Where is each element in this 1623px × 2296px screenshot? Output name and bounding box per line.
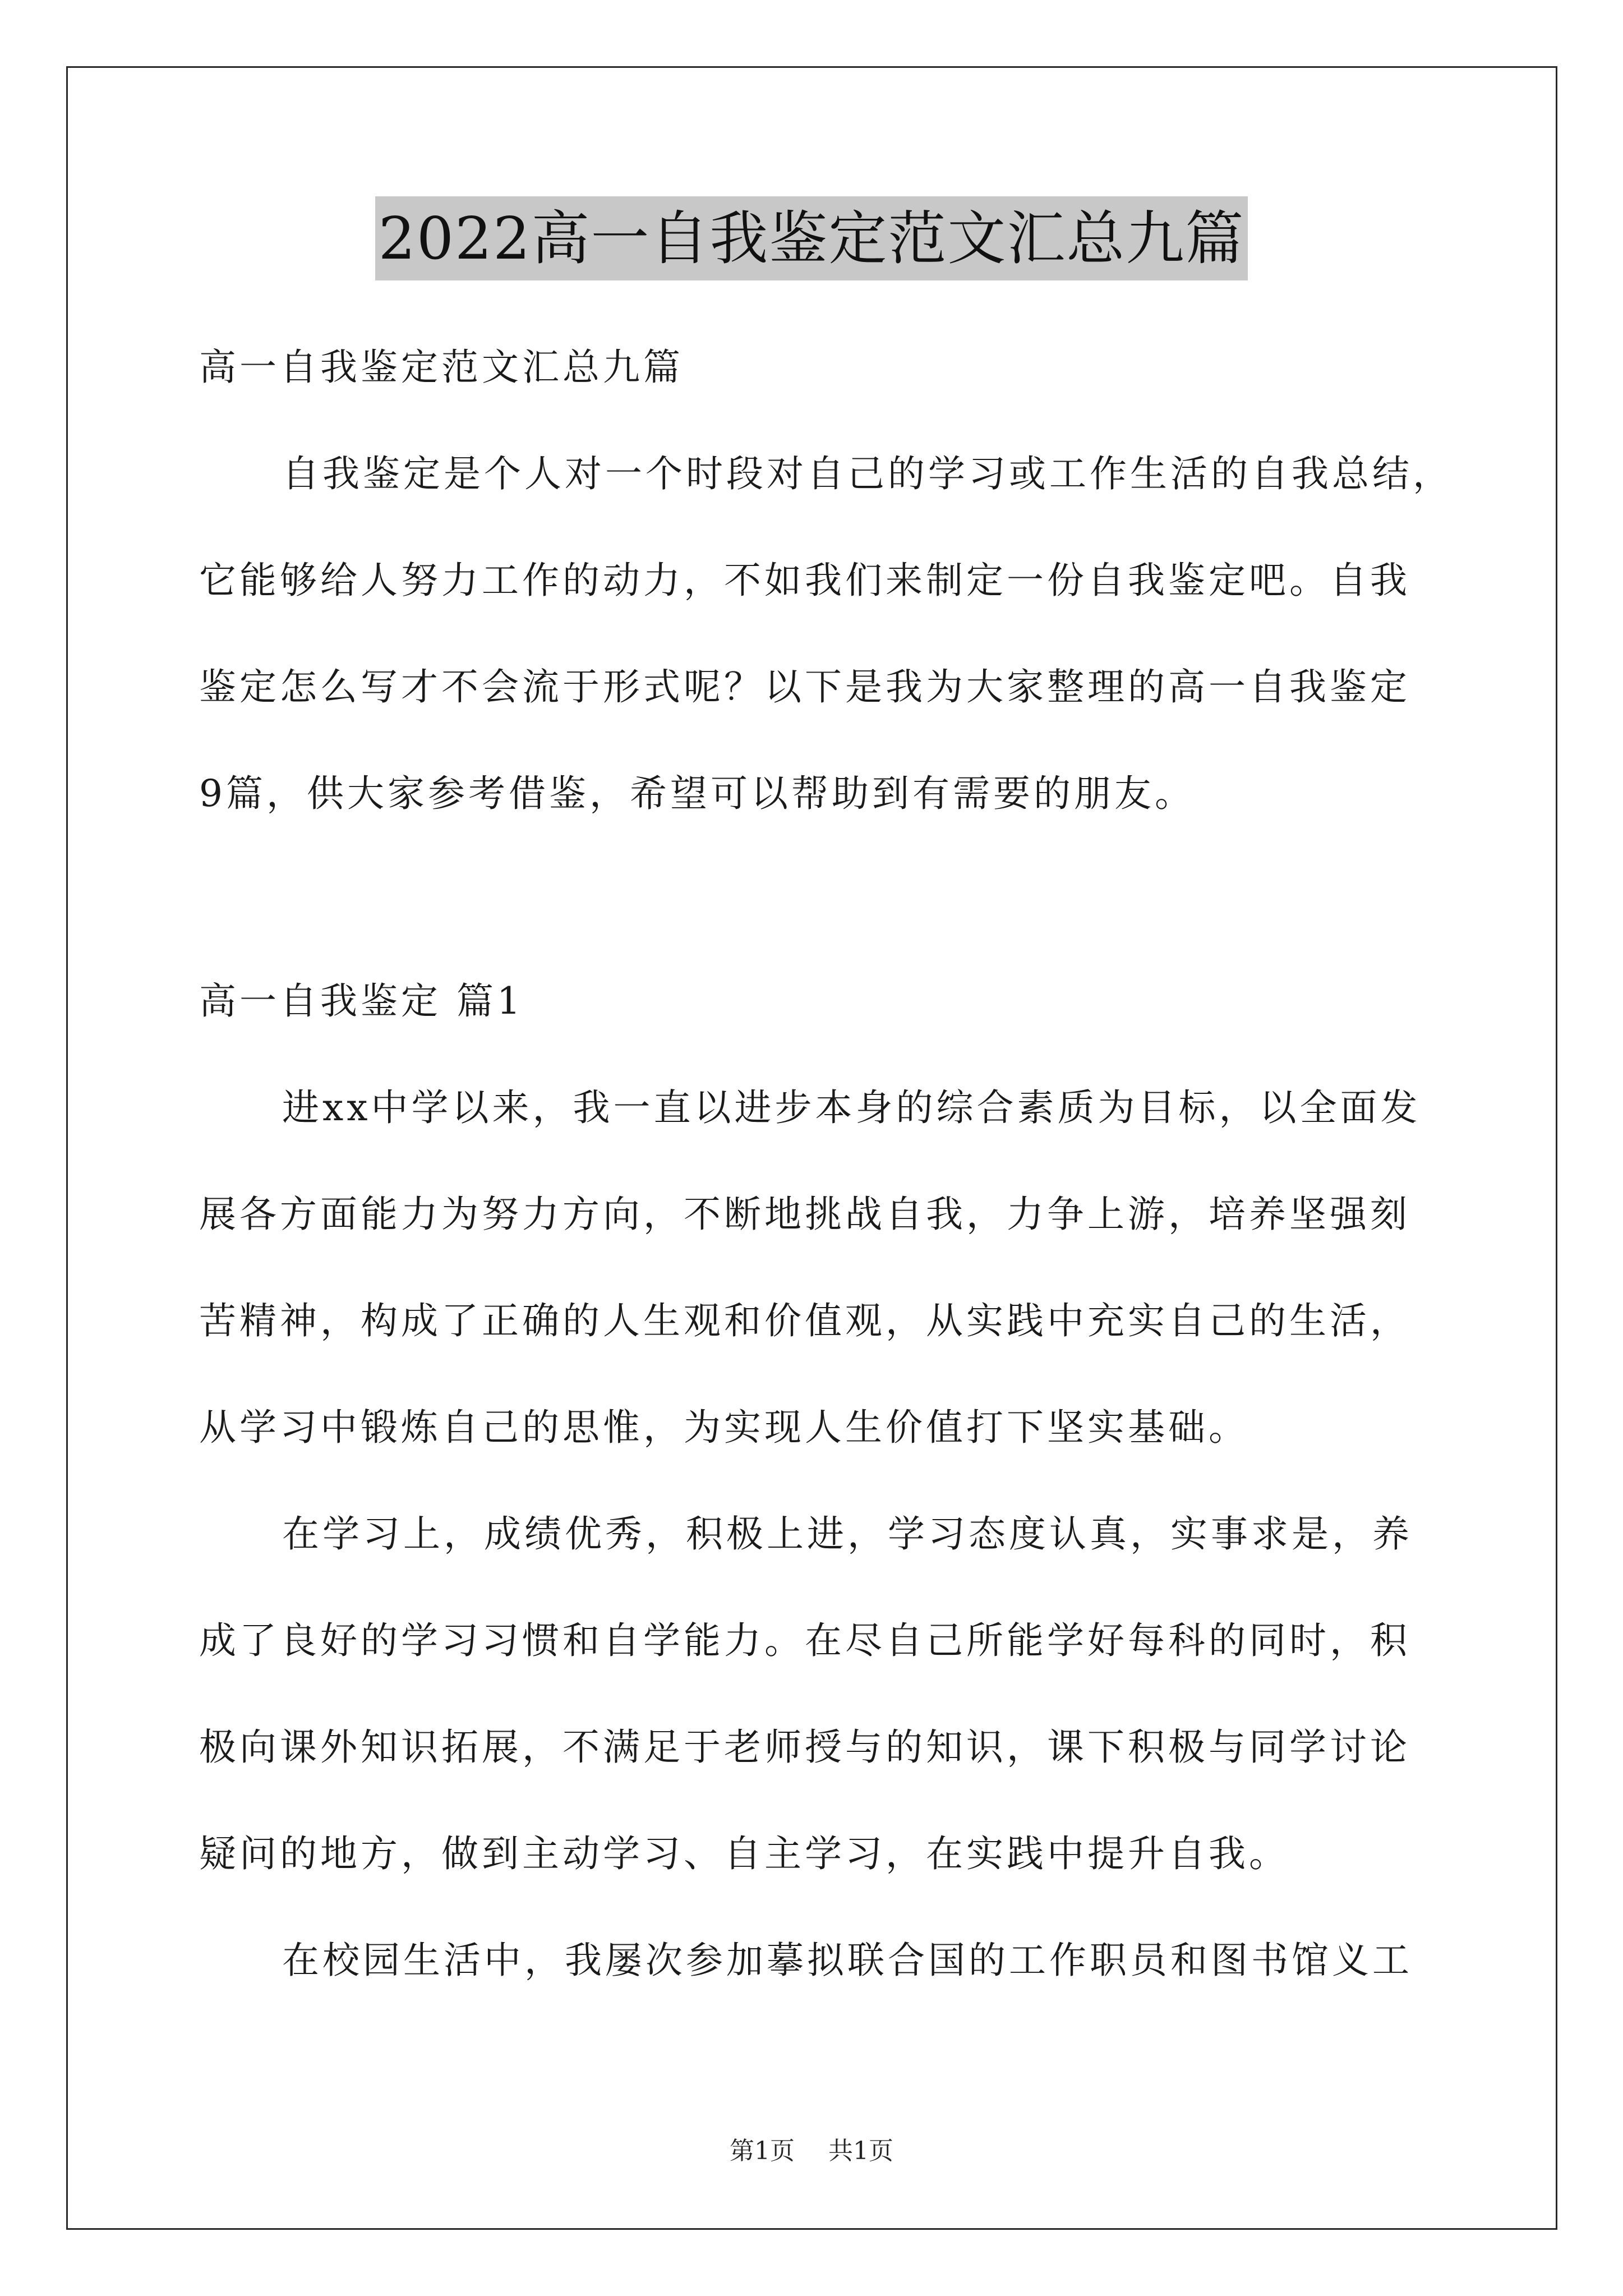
document-title: 2022高一自我鉴定范文汇总九篇 (375, 196, 1248, 280)
paragraph-line: 展各方面能力为努力方向，不断地挑战自我，力争上游，培养坚强刻 (199, 1193, 1410, 1236)
paragraph-line: 在校园生活中，我屡次参加摹拟联合国的工作职员和图书馆义工 (282, 1939, 1413, 1982)
paragraph-line: 疑问的地方，做到主动学习、自主学习，在实践中提升自我。 (199, 1832, 1289, 1875)
intro-line: 自我鉴定是个人对一个时段对自己的学习或工作生活的自我总结， (282, 452, 1453, 495)
title-container (0, 196, 1623, 280)
section-heading: 高一自我鉴定 篇1 (199, 979, 524, 1023)
page-total: 共1页 (828, 2137, 893, 2165)
paragraph-line: 极向课外知识拓展，不满足于老师授与的知识，课下积极与同学讨论 (199, 1726, 1410, 1769)
document-body (199, 314, 1453, 2014)
section-spacer (199, 847, 1427, 948)
page-footer (0, 2134, 1623, 2168)
paragraph-line: 苦精神，构成了正确的人生观和价值观，从实践中充实自己的生活， (199, 1299, 1410, 1342)
intro-line: 鉴定怎么写才不会流于形式呢？以下是我为大家整理的高一自我鉴定 (199, 665, 1410, 708)
paragraph-line: 进xx中学以来，我一直以进步本身的综合素质为目标，以全面发 (282, 1086, 1421, 1129)
page-number: 第1页 (730, 2137, 795, 2165)
document-subtitle: 高一自我鉴定范文汇总九篇 (199, 346, 684, 389)
intro-line: 它能够给人努力工作的动力，不如我们来制定一份自我鉴定吧。自我 (199, 559, 1410, 602)
paragraph-line: 从学习中锻炼自己的思惟，为实现人生价值打下坚实基础。 (199, 1406, 1249, 1449)
intro-line: 9篇，供大家参考借鉴，希望可以帮助到有需要的朋友。 (199, 772, 1195, 815)
paragraph-line: 成了良好的学习习惯和自学能力。在尽自己所能学好每科的同时，积 (199, 1619, 1410, 1662)
paragraph-line: 在学习上，成绩优秀，积极上进，学习态度认真，实事求是，养 (282, 1512, 1413, 1556)
